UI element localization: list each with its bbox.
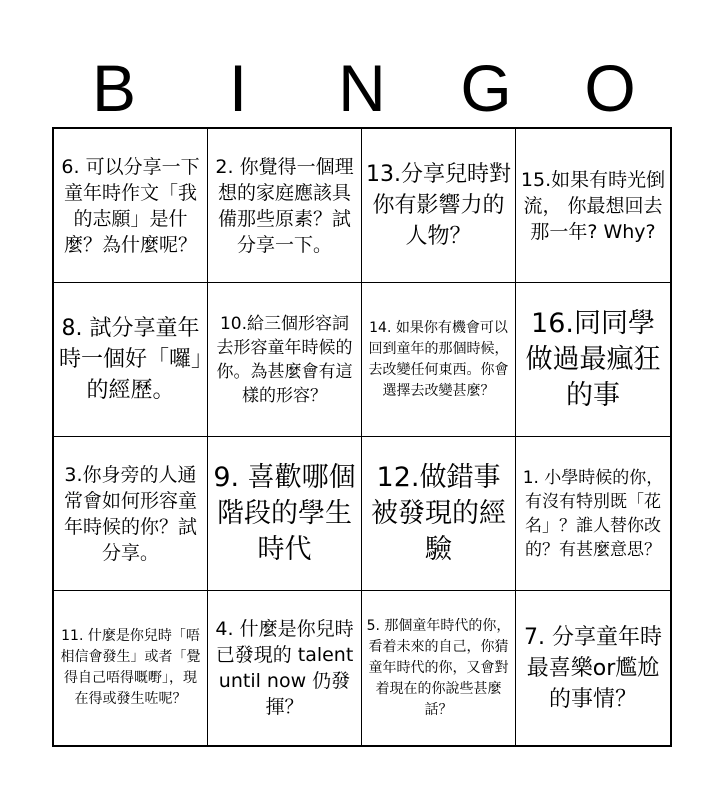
- bingo-cell-r3c3[interactable]: [362, 437, 516, 591]
- bingo-cell-r2c1[interactable]: [54, 283, 208, 437]
- cell-text: 2. 你覺得一個理想的家庭應該具備那些原素？試分享一下。: [215, 155, 354, 256]
- title-letter-b: B: [91, 51, 137, 125]
- cell-text: 13.分享兒時對你有影響力的人物？: [366, 162, 511, 249]
- bingo-cell-r2c2[interactable]: [208, 283, 362, 437]
- title-letter-n: N: [338, 51, 386, 125]
- cell-text: 10.給三個形容詞去形容童年時候的你。為甚麼會有這樣的形容？: [216, 313, 353, 406]
- bingo-cell-r3c2[interactable]: [208, 437, 362, 591]
- bingo-board: [52, 127, 672, 747]
- bingo-cell-r3c1[interactable]: [54, 437, 208, 591]
- title-letter-i: I: [228, 51, 248, 125]
- cell-text: 8. 試分享童年時一個好「囉」的經歷。: [58, 316, 202, 403]
- bingo-cell-r4c1[interactable]: [54, 591, 208, 745]
- cell-text: 15.如果有時光倒流， 你最想回去那一年? Why?: [520, 168, 666, 243]
- cell-text: 7. 分享童年時最喜樂or尷尬的事情？: [524, 624, 662, 712]
- cell-text: 12.做錯事被發現的經驗: [371, 461, 506, 565]
- bingo-cell-r4c4[interactable]: [516, 591, 670, 745]
- bingo-title: [52, 52, 672, 124]
- bingo-cell-r1c3[interactable]: [362, 129, 516, 283]
- cell-text: 3.你身旁的人通常會如何形容童年時候的你？試分享。: [63, 463, 197, 564]
- bingo-cell-r1c1[interactable]: [54, 129, 208, 283]
- bingo-cell-r1c2[interactable]: [208, 129, 362, 283]
- bingo-cell-r2c4[interactable]: [516, 283, 670, 437]
- cell-text: 11. 什麼是你兒時「唔相信會發生」或者「覺得自己唔得嘅嘢」，現在得或發生咗呢？: [60, 628, 201, 707]
- title-letter-o: O: [584, 51, 636, 125]
- cell-text: 14. 如果你有機會可以回到童年的那個時候，去改變任何東西。你會選擇去改變甚麼？: [368, 319, 509, 399]
- cell-text: 16.同同學做過最瘋狂的事: [525, 307, 661, 411]
- bingo-cell-r2c3[interactable]: [362, 283, 516, 437]
- cell-text: 5. 那個童年時代的你，看着未來的自己，你猜童年時代的你，又會對着現在的你說些甚麼話？: [366, 617, 511, 718]
- cell-text: 6. 可以分享一下童年時作文「我的志願」是什麼？為什麼呢？: [61, 155, 200, 256]
- bingo-cell-r4c2[interactable]: [208, 591, 362, 745]
- cell-text: 1. 小學時候的你，有沒有特別既「花名」？誰人替你改的？有甚麼意思？: [522, 467, 664, 560]
- bingo-cell-r1c4[interactable]: [516, 129, 670, 283]
- cell-text: 4. 什麼是你兒時已發現的 talent until now 仍發揮？: [215, 618, 354, 718]
- bingo-cell-r4c3[interactable]: [362, 591, 516, 745]
- bingo-cell-r3c4[interactable]: [516, 437, 670, 591]
- title-letter-g: G: [460, 51, 512, 125]
- cell-text: 9. 喜歡哪個階段的學生時代: [213, 461, 356, 565]
